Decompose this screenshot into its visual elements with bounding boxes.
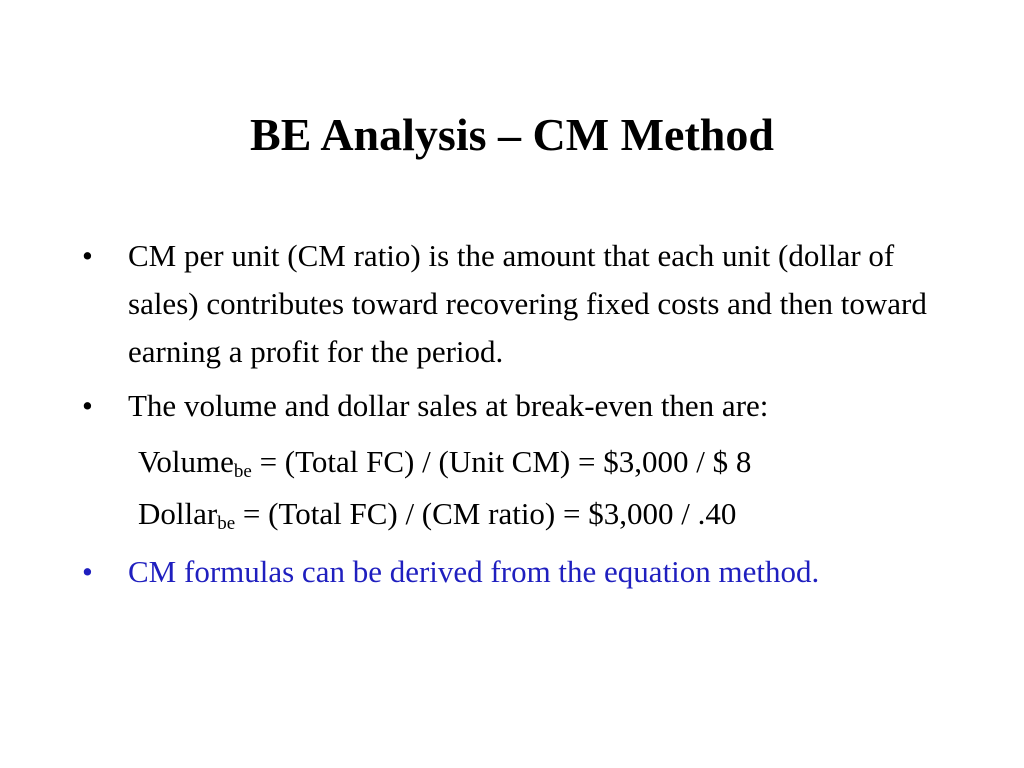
formula-volume-be	[82, 436, 972, 488]
slide-content	[82, 232, 972, 602]
formula-label: Dollar	[138, 496, 218, 531]
bullet-text: CM formulas can be derived from the equation method.	[128, 554, 820, 589]
bullet-cm-formulas	[82, 548, 972, 596]
formula-expression: = (Total FC) / (CM ratio) = $3,000 / .40	[235, 496, 737, 531]
bullet-cm-definition	[82, 232, 972, 376]
bullet-icon: •	[82, 554, 93, 589]
bullet-text: CM per unit (CM ratio) is the amount that each unit (dollar of sales) contributes toward recovering fixed costs and then toward earning a profit for the period.	[128, 238, 927, 369]
formula-subscript: be	[233, 461, 252, 482]
bullet-text: The volume and dollar sales at break-even then are:	[128, 388, 769, 423]
formula-expression: = (Total FC) / (Unit CM) = $3,000 / $ 8	[251, 444, 752, 479]
formula-subscript: be	[217, 513, 236, 534]
formula-label: Volume	[138, 444, 234, 479]
bullet-icon: •	[82, 388, 93, 423]
bullet-icon: •	[82, 238, 93, 273]
formula-dollar-be	[82, 488, 972, 540]
slide-title: BE Analysis – CM Method	[250, 109, 774, 160]
bullet-break-even-intro	[82, 382, 972, 430]
